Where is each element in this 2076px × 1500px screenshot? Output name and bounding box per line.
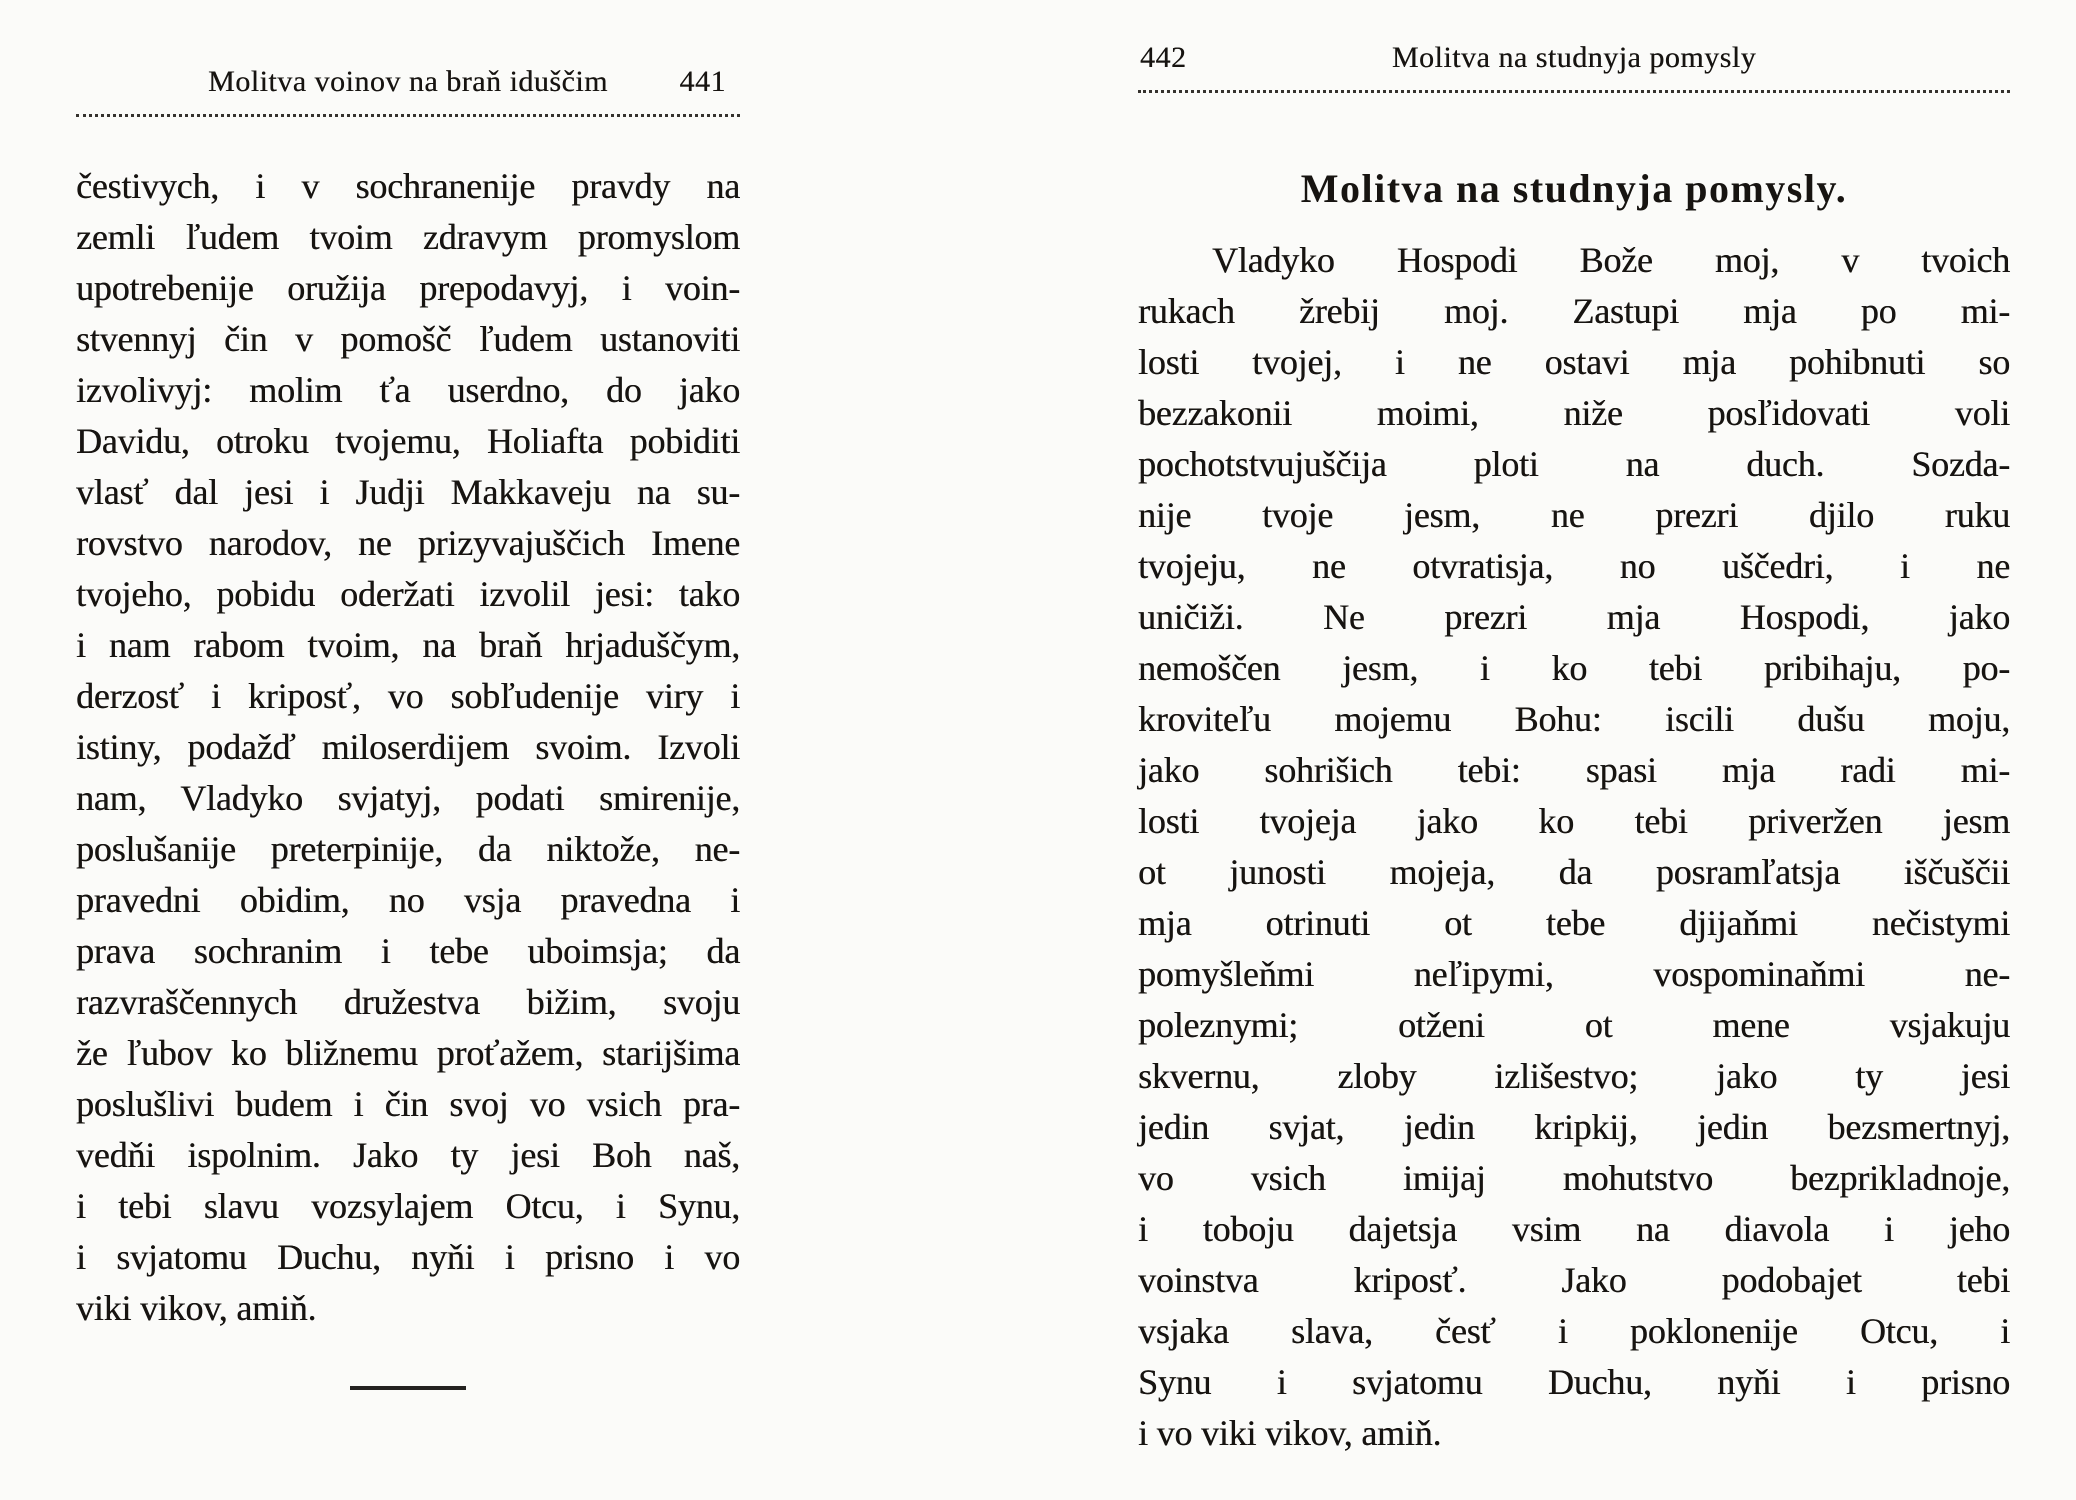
text-line: prava sochranim i tebe uboimsja; da <box>76 931 740 971</box>
text-line: poslušanije preterpinije, da niktože, ne- <box>76 829 740 869</box>
text-line: jako sohrišich tebi: spasi mja radi mi- <box>1138 750 2010 790</box>
text-line: viki vikov, amiň. <box>76 1288 317 1328</box>
text-line: zemli ľudem tvoim zdravym promyslom <box>76 217 740 257</box>
page-441 <box>76 60 740 1390</box>
text-line: pomyšleňmi neľipymi, vospominaňmi ne- <box>1138 954 2010 994</box>
text-line: uničiži. Ne prezri mja Hospodi, jako <box>1138 597 2010 637</box>
text-line: nam, Vladyko svjatyj, podati smirenije, <box>76 778 740 818</box>
text-line: istiny, podažď miloserdijem svoim. Izvoli <box>76 727 740 767</box>
text-line: vlasť dal jesi i Judji Makkaveju na su- <box>76 472 740 512</box>
text-line: izvolivyj: molim ťa userdno, do jako <box>76 370 740 410</box>
page-number-left: 441 <box>679 65 726 98</box>
text-line: rovstvo narodov, ne prizyvajuščich Imene <box>76 523 740 563</box>
text-line: Synu i svjatomu Duchu, nyňi i prisno <box>1138 1362 2010 1402</box>
text-line: skvernu, zloby izlišestvo; jako ty jesi <box>1138 1056 2010 1096</box>
text-line: vedňi ispolnim. Jako ty jesi Boh naš, <box>76 1135 740 1175</box>
running-head-title-left: Molitva voinov na braň iduščim <box>208 65 608 98</box>
text-line: derzosť i kriposť, vo sobľudenije viry i <box>76 676 740 716</box>
text-line: razvraščennych družestva bižim, svoju <box>76 982 740 1022</box>
text-line: upotrebenije oružija prepodavyj, i voin- <box>76 268 740 308</box>
text-line: poleznymi; otženi ot mene vsjakuju <box>1138 1005 2010 1045</box>
prayer-text-column-left <box>76 161 740 1334</box>
text-line: i toboju dajetsja vsim na diavola i jeho <box>1138 1209 2010 1249</box>
text-line: Davidu, otroku tvojemu, Holiafta pobiditi <box>76 421 740 461</box>
text-line: pochotstvujuščija ploti na duch. Sozda- <box>1138 444 2010 484</box>
page-number-right: 442 <box>1140 41 1187 74</box>
text-line: i vo viki vikov, amiň. <box>1138 1413 1442 1453</box>
prayer-text-column-right <box>1138 235 2010 1459</box>
text-line: rukach žrebij moj. Zastupi mja po mi- <box>1138 291 2010 331</box>
text-line: Vladyko Hospodi Bože moj, v tvoich <box>1212 240 2010 280</box>
running-head-left <box>76 60 740 117</box>
text-line: stvennyj čin v pomošč ľudem ustanoviti <box>76 319 740 359</box>
text-line: čestivych, i v sochranenije pravdy na <box>76 166 740 206</box>
text-line: ot junosti mojeja, da posramľatsja iščuščii <box>1138 852 2010 892</box>
text-line: losti tvojej, i ne ostavi mja pohibnuti so <box>1138 342 2010 382</box>
text-line: že ľubov ko bližnemu proťažem, starijšima <box>76 1033 740 1073</box>
text-line: i svjatomu Duchu, nyňi i prisno i vo <box>76 1237 740 1277</box>
text-line: kroviteľu mojemu Bohu: iscili dušu moju, <box>1138 699 2010 739</box>
text-line: jedin svjat, jedin kripkij, jedin bezsmertnyj, <box>1138 1107 2010 1147</box>
text-line: bezzakonii moimi, niže posľidovati voli <box>1138 393 2010 433</box>
text-line: pravedni obidim, no vsja pravedna i <box>76 880 740 920</box>
text-line: poslušlivi budem i čin svoj vo vsich pra- <box>76 1084 740 1124</box>
section-title: Molitva na studnyja pomysly. <box>1300 166 1848 211</box>
running-head-title-right: Molitva na studnyja pomysly <box>1391 41 1757 74</box>
text-line: i nam rabom tvoim, na braň hrjaduščym, <box>76 625 740 665</box>
text-line: tvojeju, ne otvratisja, no uščedri, i ne <box>1138 546 2010 586</box>
section-divider-rule <box>350 1386 466 1390</box>
text-line: mja otrinuti ot tebe djijaňmi nečistymi <box>1138 903 2010 943</box>
text-line: nemoščen jesm, i ko tebi pribihaju, po- <box>1138 648 2010 688</box>
text-line: voinstva kriposť. Jako podobajet tebi <box>1138 1260 2010 1300</box>
running-head-right <box>1138 36 2010 93</box>
text-line: tvojeho, pobidu oderžati izvolil jesi: tako <box>76 574 740 614</box>
text-line: vsjaka slava, česť i poklonenije Otcu, i <box>1138 1311 2010 1351</box>
text-line: i tebi slavu vozsylajem Otcu, i Synu, <box>76 1186 740 1226</box>
text-line: nije tvoje jesm, ne prezri djilo ruku <box>1138 495 2010 535</box>
page-442 <box>1138 36 2010 1459</box>
text-line: losti tvojeja jako ko tebi priveržen jesm <box>1138 801 2010 841</box>
text-line: vo vsich imijaj mohutstvo bezprikladnoje, <box>1138 1158 2010 1198</box>
